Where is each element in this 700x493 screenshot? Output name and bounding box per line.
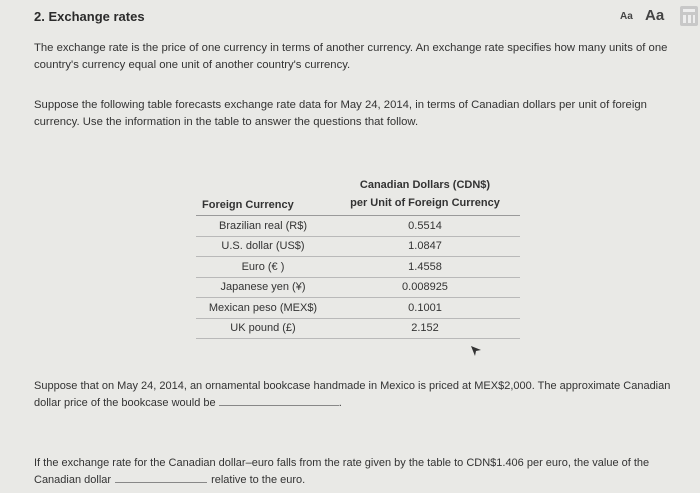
question-header	[0, 0, 700, 34]
cdn-header-line2: per Unit of Foreign Currency	[350, 197, 500, 209]
table-row	[196, 298, 520, 319]
table-row	[196, 257, 520, 278]
decrease-font-button[interactable]: Aa	[620, 11, 633, 22]
currency-cell: Mexican peso (MEX$)	[196, 298, 330, 319]
question-bookcase-price	[34, 378, 674, 411]
currency-cell: U.S. dollar (US$)	[196, 236, 330, 257]
q2-tail: relative to the euro.	[211, 474, 306, 486]
question-title: 2. Exchange rates	[34, 9, 145, 24]
intro-paragraph: The exchange rate is the price of one currency in terms of another currency. An exchange rate specifies how many units of one country's currency equal one unit of another country's currency.	[34, 42, 668, 71]
cdn-header-line1: Canadian Dollars (CDN$)	[359, 179, 491, 191]
rate-cell: 0.008925	[330, 277, 520, 298]
cdn-per-unit-header	[330, 173, 520, 216]
currency-cell: Japanese yen (¥)	[196, 277, 330, 298]
table-row	[196, 277, 520, 298]
q2-text: If the exchange rate for the Canadian dollar–euro falls from the rate given by the table to CDN$1.406 per euro, the value of the Canadian dollar	[34, 457, 650, 486]
q1-period: .	[338, 397, 342, 409]
q1-text: Suppose that on May 24, 2014, an ornamental bookcase handmade in Mexico is priced at MEX$2,000. The approximate Canadian dollar price of the bookcase would be	[34, 380, 671, 409]
question-cad-value	[34, 455, 674, 488]
currency-cell: UK pound (£)	[196, 318, 330, 339]
rate-cell: 1.0847	[330, 236, 520, 257]
rate-cell: 0.5514	[330, 216, 520, 237]
exchange-rate-table	[196, 173, 520, 339]
rate-cell: 2.152	[330, 318, 520, 339]
table-header-row	[196, 173, 520, 216]
bookcase-price-dropdown[interactable]	[219, 394, 339, 406]
foreign-currency-header: Foreign Currency	[196, 173, 330, 216]
currency-cell: Brazilian real (R$)	[196, 216, 330, 237]
rate-cell: 0.1001	[330, 298, 520, 319]
calculator-icon[interactable]	[680, 6, 698, 26]
cad-value-dropdown[interactable]	[115, 471, 207, 483]
currency-cell: Euro (€ )	[196, 257, 330, 278]
mouse-pointer-icon	[470, 345, 482, 357]
table-row	[196, 318, 520, 339]
rate-cell: 1.4558	[330, 257, 520, 278]
setup-paragraph: Suppose the following table forecasts exchange rate data for May 24, 2014, in terms of Canadian dollars per unit of foreign currency. Use the information in the table to answer the questions that follow.	[34, 99, 647, 128]
table-row	[196, 236, 520, 257]
increase-font-button[interactable]: Aa	[645, 7, 665, 24]
table-row	[196, 216, 520, 237]
